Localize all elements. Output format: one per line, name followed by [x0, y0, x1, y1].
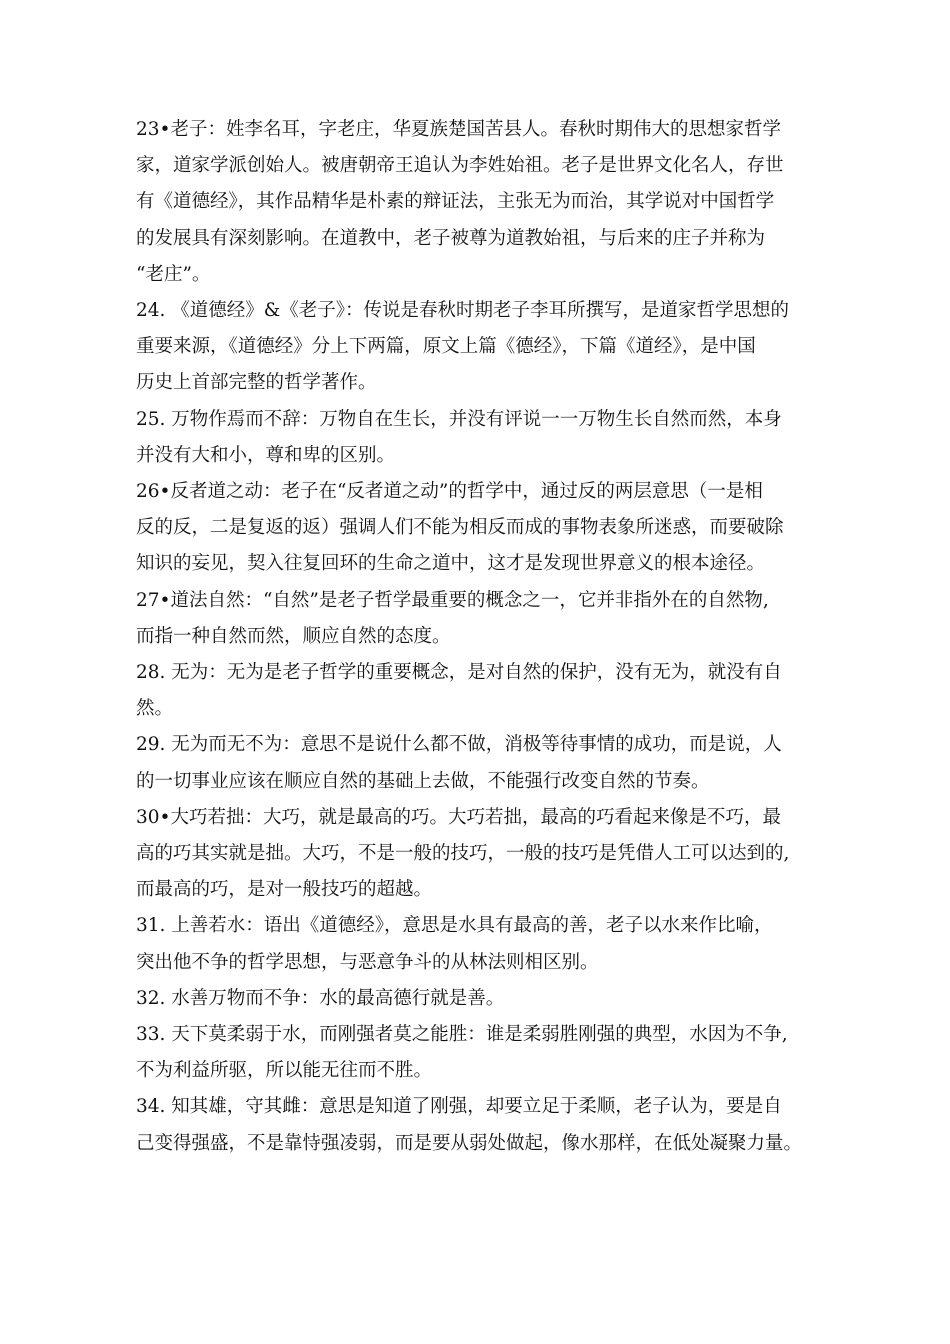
- entry-28: [136, 655, 826, 727]
- text-line: 的一切事业应该在顺应自然的基础上去做，不能强行改变自然的节奏。: [136, 770, 710, 792]
- text-line: 24. 《道德经》&《老子》：传说是春秋时期老子李耳所撰写，是道家哲学思想的: [136, 300, 790, 322]
- text-line: “老庄”。: [136, 263, 211, 285]
- text-line: 的发展具有深刻影响。在道教中，老子被尊为道教始祖，与后来的庄子并称为: [136, 227, 766, 249]
- text-line: 34. 知其雄，守其雌：意思是知道了刚强，却要立足于柔顺，老子认为，要是自: [136, 1096, 782, 1118]
- entry-30: [136, 800, 826, 909]
- text-line: 33. 天下莫柔弱于水，而刚强者莫之能胜：谁是柔弱胜刚强的典型，水因为不争,: [136, 1024, 788, 1046]
- text-line: 高的巧其实就是拙。大巧，不是一般的技巧，一般的技巧是凭借人工可以达到的,: [136, 843, 790, 865]
- entry-29: [136, 727, 826, 799]
- text-line: 27•道法自然：“自然”是老子哲学最重要的概念之一，它并非指外在的自然物,: [136, 589, 769, 611]
- text-line: 31. 上善若水：语出《道德经》，意思是水具有最高的善，老子以水来作比喻，: [136, 915, 773, 937]
- entry-31: [136, 908, 826, 980]
- text-line: 23•老子：姓李名耳，字老庄，华夏族楚国苦县人。春秋时期伟大的思想家哲学: [136, 119, 781, 140]
- text-line: 己变得强盛，不是靠恃强凌弱，而是要从弱处做起，像水那样，在低处凝聚力量。: [136, 1132, 803, 1154]
- text-line: 30•大巧若拙：大巧，就是最高的巧。大巧若拙，最高的巧看起来像是不巧，最: [136, 806, 781, 828]
- entry-34: [136, 1089, 826, 1161]
- text-line: 而指一种自然而然，顺应自然的态度。: [136, 625, 451, 647]
- text-line: 重要来源，《道德经》分上下两篇，原文上篇《德经》，下篇《道经》，是中国: [136, 336, 756, 358]
- text-line: 32. 水善万物而不争：水的最高德行就是善。: [136, 987, 505, 1009]
- text-line: 不为利益所驱，所以能无往而不胜。: [136, 1060, 433, 1082]
- text-line: 并没有大和小，尊和卑的区别。: [136, 444, 396, 466]
- entry-24-daodejing: [136, 293, 826, 402]
- text-line: 突出他不争的哲学思想，与恶意争斗的从林法则相区别。: [136, 951, 599, 973]
- document-page: [136, 112, 826, 1162]
- entry-26: [136, 474, 826, 583]
- text-line: 26•反者道之动：老子在“反者道之动”的哲学中，通过反的两层意思（一是相: [136, 481, 763, 503]
- entry-33: [136, 1017, 826, 1089]
- text-line: 有《道德经》，其作品精华是朴素的辩证法，主张无为而治，其学说对中国哲学: [136, 191, 775, 213]
- text-line: 家，道家学派创始人。被唐朝帝王追认为李姓始祖。老子是世界文化名人，存世: [136, 155, 784, 177]
- text-line: 25. 万物作焉而不辞：万物自在生长，并没有评说一一万物生长自然而然，本身: [136, 408, 782, 430]
- text-line: 历史上首部完整的哲学著作。: [136, 372, 377, 394]
- entry-32: [136, 981, 826, 1017]
- entry-23-laozi: [136, 112, 826, 293]
- text-line: 反的反，二是复返的返）强调人们不能为相反而成的事物表象所迷惑，而要破除: [136, 517, 784, 539]
- text-line: 而最高的巧，是对一般技巧的超越。: [136, 879, 433, 901]
- text-line: 知识的妄见，契入往复回环的生命之道中，这才是发现世界意义的根本途径。: [136, 553, 766, 575]
- entry-27: [136, 583, 826, 655]
- text-line: 29. 无为而无不为：意思不是说什么都不做，消极等待事情的成功，而是说，人: [136, 734, 782, 756]
- text-line: 然。: [136, 698, 174, 720]
- entry-25: [136, 402, 826, 474]
- text-line: 28. 无为：无为是老子哲学的重要概念，是对自然的保护，没有无为，就没有自: [136, 662, 782, 684]
